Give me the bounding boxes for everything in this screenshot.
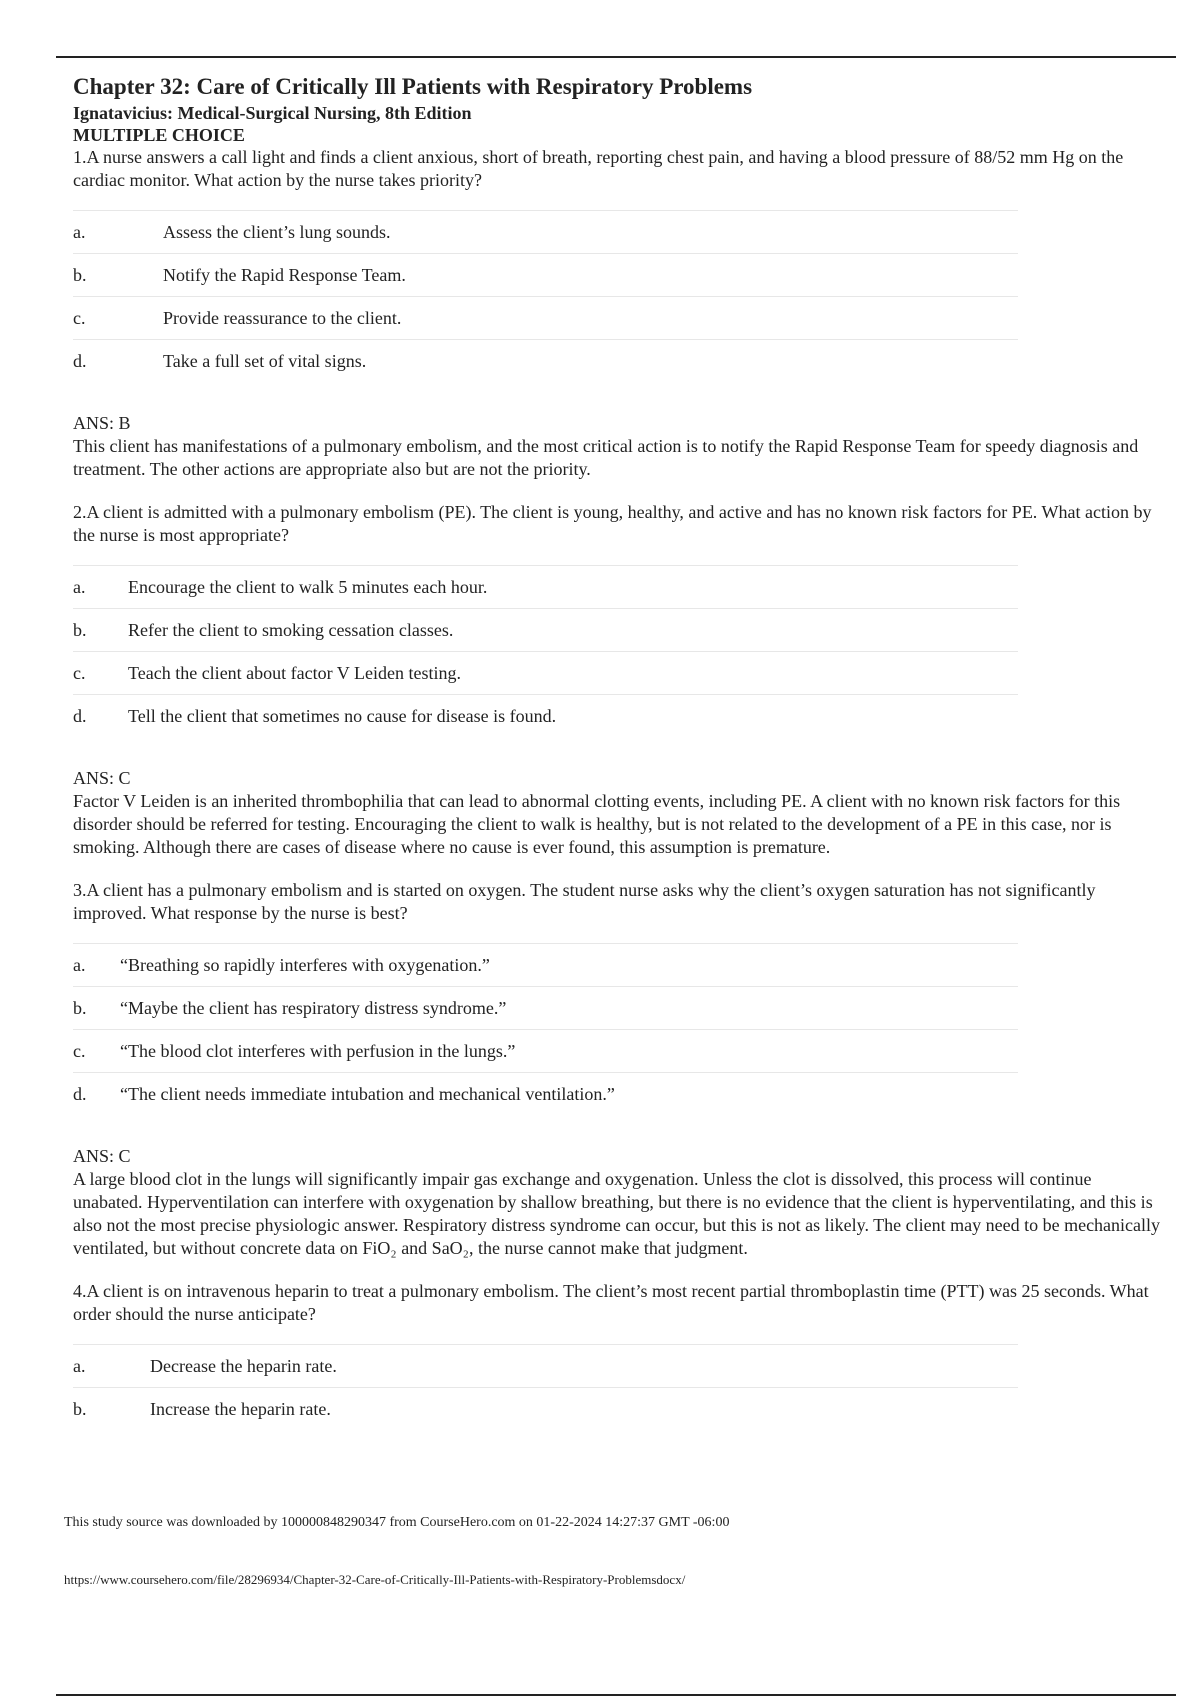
option-a	[73, 210, 1018, 253]
section-heading: MULTIPLE CHOICE	[73, 125, 245, 145]
option-letter: b.	[73, 997, 87, 1018]
option-letter: d.	[73, 1083, 87, 1104]
rationale: A large blood clot in the lungs will significantly impair gas exchange and oxygenation. Unless the clot is dissolved, this process will continue unabated. Hyperventilation can interfere with oxygenation by shallow breathing, but there is no evidence that the client is hyperventilating, and this is also not the most precise physiologic answer. Respiratory distress syndrome can occur, but this is not as likely. The client may need to be mechanically ventilated, but without concrete data on FiO₂ and SaO₂, the nurse cannot make that judgment.	[73, 1169, 1161, 1258]
question-stem: 4.A client is on intravenous heparin to treat a pulmonary embolism. The client’s most recent partial thromboplastin time (PTT) was 25 seconds. What order should the nurse anticipate?	[73, 1281, 1149, 1324]
option-letter: b.	[73, 619, 87, 640]
options-list	[73, 210, 1018, 382]
option-letter: a.	[73, 221, 86, 242]
option-b	[73, 1387, 1018, 1430]
option-text: Tell the client that sometimes no cause for disease is found.	[128, 705, 557, 726]
option-text: Encourage the client to walk 5 minutes each hour.	[128, 576, 488, 597]
option-a	[73, 565, 1018, 608]
option-text: Refer the client to smoking cessation classes.	[128, 619, 454, 640]
option-c	[73, 296, 1018, 339]
chapter-title: Chapter 32: Care of Critically Ill Patients with Respiratory Problems	[73, 74, 753, 99]
option-text: Notify the Rapid Response Team.	[163, 264, 406, 285]
option-text: “Breathing so rapidly interferes with oxygenation.”	[120, 954, 490, 975]
option-letter: a.	[73, 576, 86, 597]
source-url[interactable]: https://www.coursehero.com/file/28296934/Chapter-32-Care-of-Critically-Ill-Patients-with-Respiratory-Problemsdocx/	[64, 1572, 686, 1587]
option-d	[73, 339, 1018, 382]
option-c	[73, 651, 1018, 694]
option-text: “The blood clot interferes with perfusion in the lungs.”	[120, 1040, 516, 1061]
option-d	[73, 1072, 1018, 1115]
option-text: Assess the client’s lung sounds.	[163, 221, 391, 242]
bottom-rule	[56, 1694, 1176, 1696]
option-b	[73, 608, 1018, 651]
options-list	[73, 565, 1018, 737]
option-d	[73, 694, 1018, 737]
option-letter: c.	[73, 307, 86, 328]
option-letter: a.	[73, 954, 86, 975]
option-letter: d.	[73, 350, 87, 371]
option-text: “Maybe the client has respiratory distress syndrome.”	[120, 997, 507, 1018]
option-c	[73, 1029, 1018, 1072]
option-text: Decrease the heparin rate.	[150, 1355, 337, 1376]
option-letter: b.	[73, 1398, 87, 1419]
option-text: Increase the heparin rate.	[150, 1398, 331, 1419]
top-rule	[56, 56, 1176, 58]
answer-key: ANS: C	[73, 1146, 131, 1166]
question-stem: 3.A client has a pulmonary embolism and is started on oxygen. The student nurse asks why the client’s oxygen saturation has not significantly improved. What response by the nurse is best?	[73, 880, 1096, 923]
question-stem: 1.A nurse answers a call light and finds a client anxious, short of breath, reporting chest pain, and having a blood pressure of 88/52 mm Hg on the cardiac monitor. What action by the nurse takes priority?	[73, 147, 1124, 190]
option-text: Provide reassurance to the client.	[163, 307, 402, 328]
option-text: Take a full set of vital signs.	[163, 350, 367, 371]
document-page	[73, 72, 1163, 1430]
option-text: “The client needs immediate intubation and mechanical ventilation.”	[120, 1083, 615, 1104]
question-1	[73, 146, 1163, 481]
option-letter: a.	[73, 1355, 86, 1376]
download-note: This study source was downloaded by 100000848290347 from CourseHero.com on 01-22-2024 14:27:37 GMT -06:00	[64, 1515, 730, 1530]
book-subtitle: Ignatavicius: Medical-Surgical Nursing, 8th Edition	[73, 103, 472, 123]
question-2	[73, 501, 1163, 859]
option-a	[73, 1344, 1018, 1387]
option-b	[73, 253, 1018, 296]
option-b	[73, 986, 1018, 1029]
options-list	[73, 943, 1018, 1115]
option-letter: c.	[73, 1040, 86, 1061]
answer-key: ANS: C	[73, 768, 131, 788]
rationale: Factor V Leiden is an inherited thrombophilia that can lead to abnormal clotting events, including PE. A client with no known risk factors for this disorder should be referred for testing. Encouraging the client to walk is healthy, but is not related to the development of a PE in this case, nor is smoking. Although there are cases of disease where no cause is ever found, this assumption is premature.	[73, 791, 1121, 857]
question-3	[73, 879, 1163, 1260]
rationale: This client has manifestations of a pulmonary embolism, and the most critical action is to notify the Rapid Response Team for speedy diagnosis and treatment. The other actions are appropriate also but are not the priority.	[73, 436, 1139, 479]
question-4	[73, 1280, 1163, 1430]
answer-key: ANS: B	[73, 413, 131, 433]
options-list	[73, 1344, 1018, 1430]
option-text: Teach the client about factor V Leiden testing.	[128, 662, 461, 683]
option-letter: c.	[73, 662, 86, 683]
option-a	[73, 943, 1018, 986]
option-letter: d.	[73, 705, 87, 726]
option-letter: b.	[73, 264, 87, 285]
question-stem: 2.A client is admitted with a pulmonary embolism (PE). The client is young, healthy, and active and has no known risk factors for PE. What action by the nurse is most appropriate?	[73, 502, 1152, 545]
